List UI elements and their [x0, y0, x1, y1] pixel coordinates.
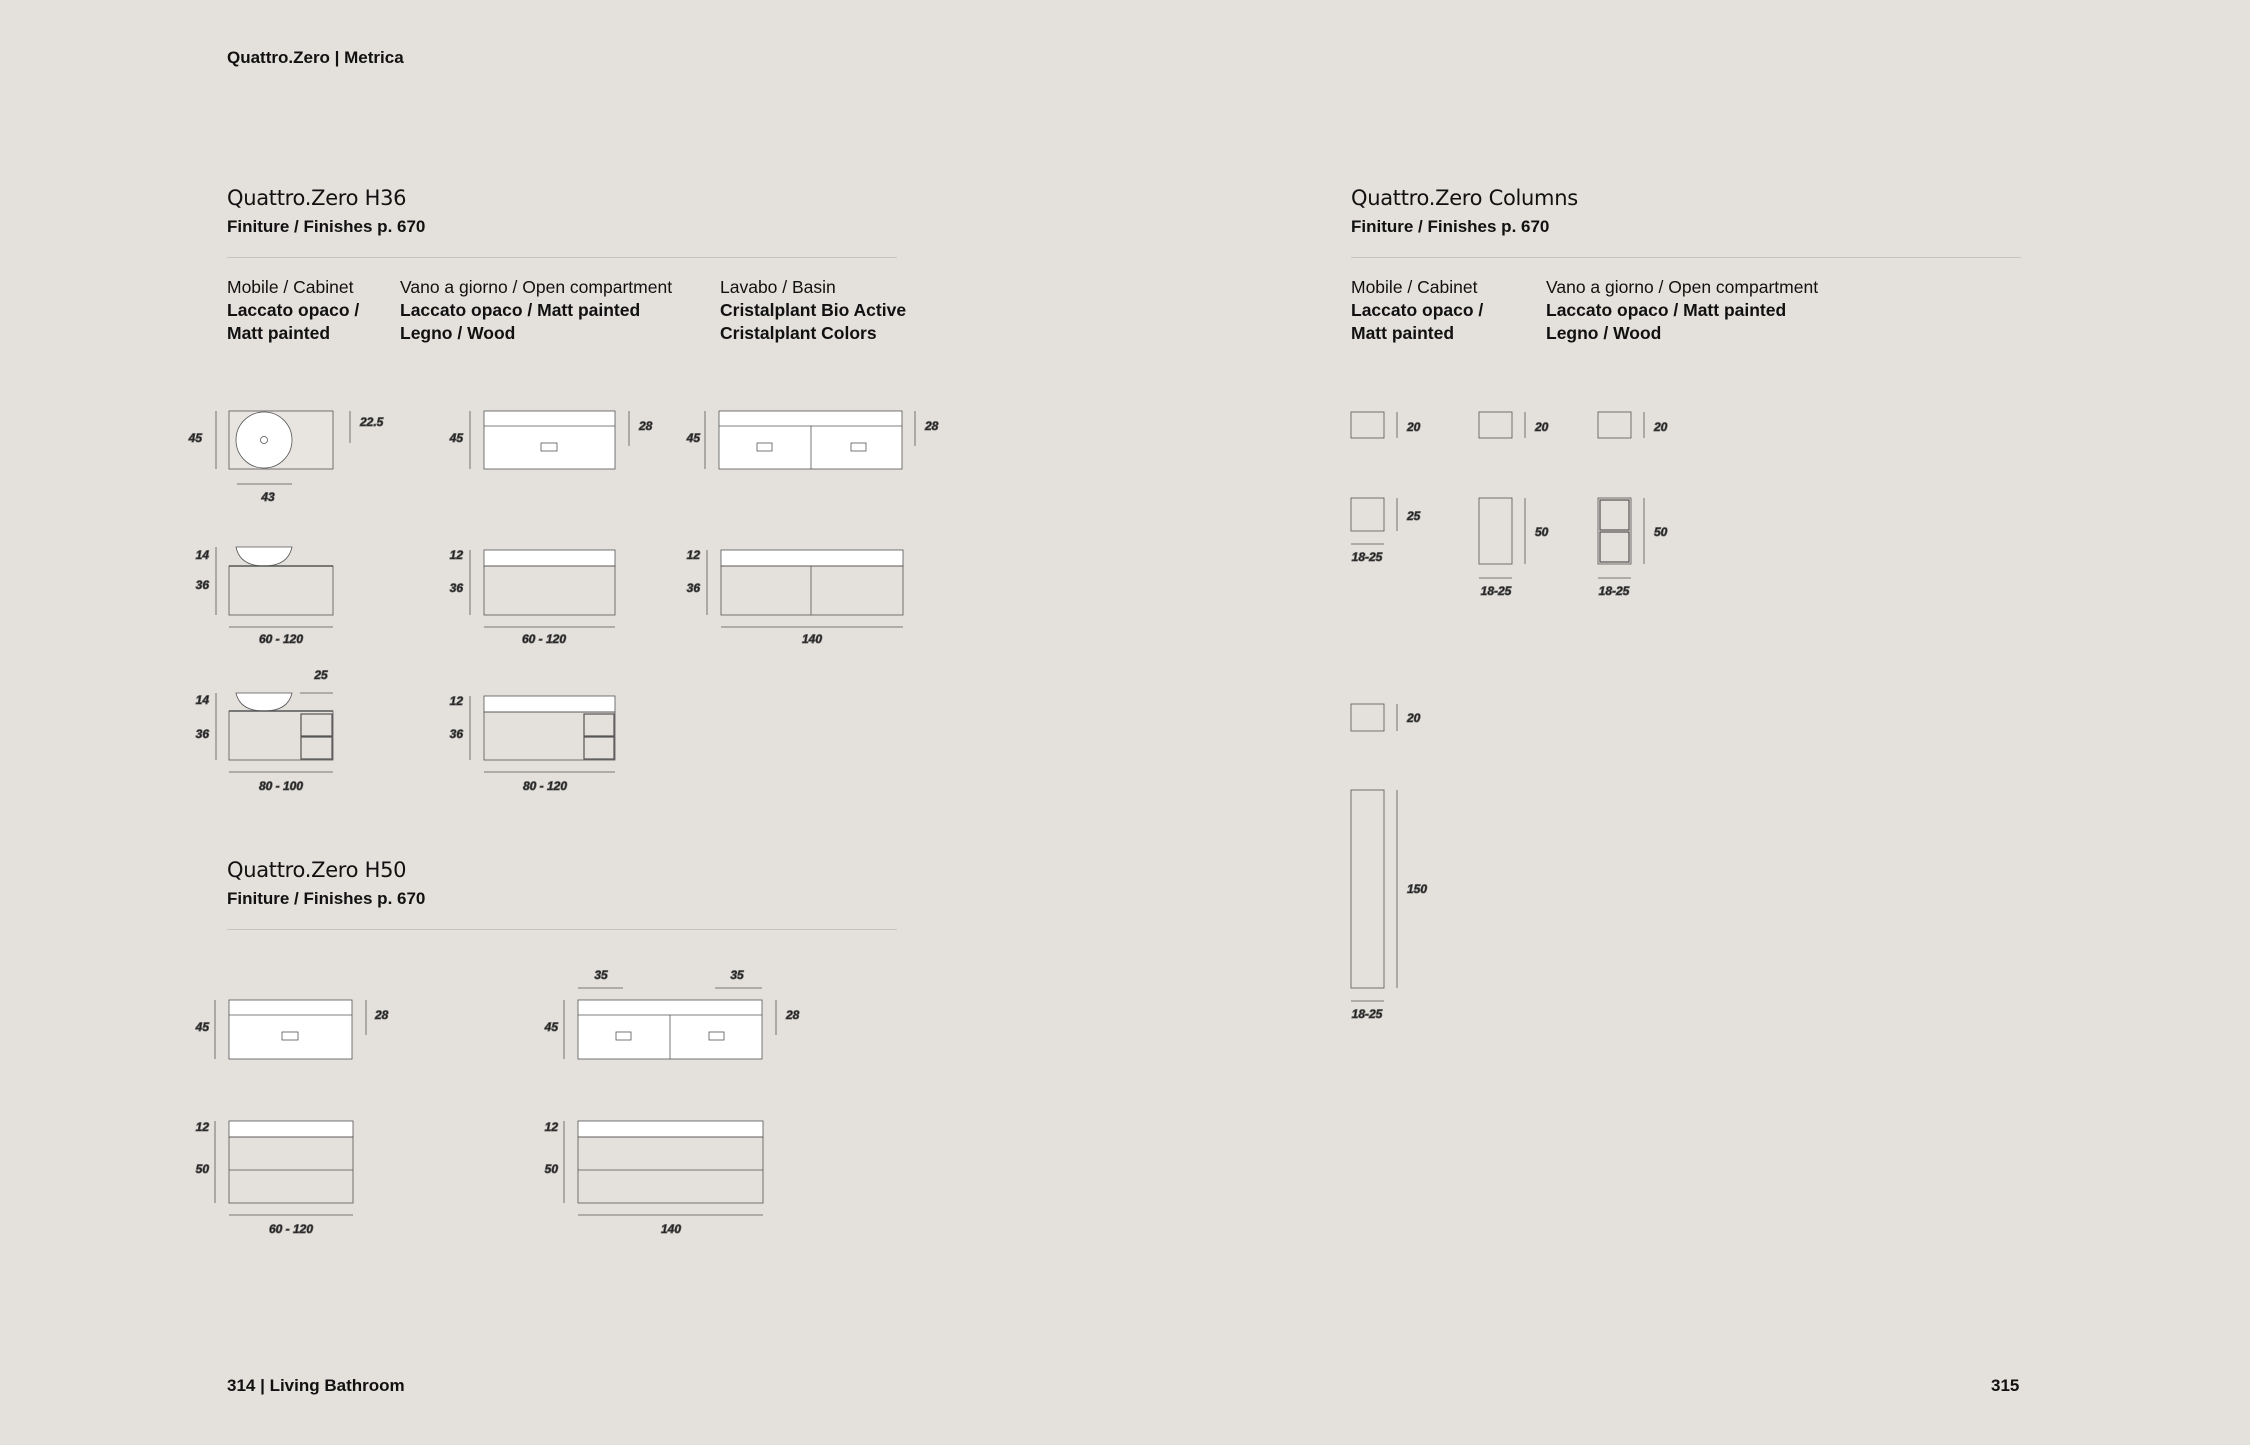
dimension-label: 18-25	[1351, 550, 1383, 564]
drawing-single-drawer-front	[470, 411, 629, 469]
page-number-right: 315	[1991, 1376, 2020, 1395]
running-header: Quattro.Zero | Metrica	[227, 48, 404, 67]
dimension-label: 20	[1407, 711, 1421, 725]
dimension-label: 35	[730, 968, 744, 982]
dimension-label: 18-25	[1351, 1007, 1383, 1021]
drawing-column-small-top-1	[1351, 412, 1397, 438]
material-value: Laccato opaco /	[227, 300, 360, 320]
section-finishes-h36: Finiture / Finishes p. 670	[227, 217, 426, 236]
dimension-label: 60 - 120	[258, 632, 304, 646]
material-value: Cristalplant Bio Active	[720, 300, 907, 320]
dimension-label: 28	[375, 1008, 389, 1022]
page-footer-left: 314 | Living Bathroom	[227, 1376, 405, 1395]
dimension-label: 18-25	[1480, 584, 1512, 598]
drawing-column-small-top-2	[1479, 412, 1525, 438]
drawing-double-drawer-front	[705, 411, 915, 469]
drawing-column-tall-150	[1351, 790, 1397, 1001]
drawing-h50-single-drawer-front	[215, 1000, 366, 1059]
material-label: Vano a giorno / Open compartment	[1546, 277, 1819, 297]
dimension-label: 60 - 120	[521, 632, 567, 646]
dimension-label: 50	[1535, 525, 1549, 539]
material-value: Legno / Wood	[1546, 323, 1662, 343]
dimension-label: 25	[314, 668, 328, 682]
dimension-label: 45	[449, 431, 463, 445]
drawing-cabinet-with-top	[470, 550, 615, 627]
material-value: Legno / Wood	[400, 323, 516, 343]
dimension-label: 45	[544, 1020, 558, 1034]
dimension-label: 140	[801, 632, 823, 646]
section-title-h36: Quattro.Zero H36	[227, 186, 407, 210]
dimension-label: 45	[686, 431, 700, 445]
dimension-label: 45	[195, 1020, 209, 1034]
dimension-label: 36	[449, 727, 463, 741]
dimension-label: 80 - 100	[258, 779, 304, 793]
section-finishes-h50: Finiture / Finishes p. 670	[227, 889, 426, 908]
dimension-label: 20	[1535, 420, 1549, 434]
dimension-label: 12	[544, 1120, 558, 1134]
dimension-label: 140	[660, 1222, 682, 1236]
dimension-label: 25	[1407, 509, 1421, 523]
drawing-column-50-shelves	[1598, 498, 1644, 578]
dimension-label: 28	[639, 419, 653, 433]
drawing-h50-double-drawer-front	[564, 988, 776, 1059]
dimension-label: 12	[449, 548, 463, 562]
dimension-label: 12	[449, 694, 463, 708]
dimension-label: 50	[1654, 525, 1668, 539]
material-label: Mobile / Cabinet	[227, 277, 354, 297]
material-label: Vano a giorno / Open compartment	[400, 277, 673, 297]
drawing-column-25	[1351, 498, 1397, 544]
section-finishes-columns: Finiture / Finishes p. 670	[1351, 217, 1550, 236]
dimension-label: 35	[594, 968, 608, 982]
dimension-label: 43	[261, 490, 275, 504]
dimension-label: 12	[686, 548, 700, 562]
dimension-label: 22.5	[360, 415, 384, 429]
drawing-h50-cabinet-with-top	[215, 1121, 353, 1215]
dimension-label: 28	[925, 419, 939, 433]
material-value: Cristalplant Colors	[720, 323, 877, 343]
drawing-h50-wide-cabinet-with-top	[564, 1121, 763, 1215]
dimension-label: 14	[195, 693, 209, 707]
dimension-label: 12	[195, 1120, 209, 1134]
dimension-label: 20	[1407, 420, 1421, 434]
drawing-cabinet-vessel-open-compartment	[216, 693, 333, 772]
drawing-column-50	[1479, 498, 1525, 578]
dimension-label: 60 - 120	[268, 1222, 314, 1236]
dimension-label: 50	[544, 1162, 558, 1176]
drawing-double-cabinet-with-top	[707, 550, 903, 627]
section-title-h50: Quattro.Zero H50	[227, 858, 407, 882]
dimension-label: 36	[449, 581, 463, 595]
material-value: Laccato opaco / Matt painted	[400, 300, 641, 320]
material-value: Laccato opaco / Matt painted	[1546, 300, 1787, 320]
material-label: Lavabo / Basin	[720, 277, 836, 297]
dimension-label: 150	[1407, 882, 1428, 896]
material-value: Laccato opaco /	[1351, 300, 1484, 320]
dimension-label: 36	[686, 581, 700, 595]
dimension-label: 80 - 120	[522, 779, 568, 793]
drawing-column-small-top-3	[1598, 412, 1644, 438]
dimension-label: 36	[195, 578, 209, 592]
material-label: Mobile / Cabinet	[1351, 277, 1478, 297]
dimension-label: 36	[195, 727, 209, 741]
dimension-label: 50	[195, 1162, 209, 1176]
dimension-label: 45	[188, 431, 202, 445]
dimension-label: 20	[1654, 420, 1668, 434]
dimension-label: 14	[195, 548, 209, 562]
drawing-cabinet-top-open-compartment	[470, 696, 615, 772]
material-value: Matt painted	[227, 323, 331, 343]
dimension-label: 18-25	[1598, 584, 1630, 598]
material-value: Matt painted	[1351, 323, 1455, 343]
section-title-columns: Quattro.Zero Columns	[1351, 186, 1578, 210]
drawing-basin-top-view	[216, 411, 350, 484]
drawing-column-small-20	[1351, 704, 1397, 731]
drawing-cabinet-with-vessel-basin	[216, 547, 333, 627]
dimension-label: 28	[786, 1008, 800, 1022]
